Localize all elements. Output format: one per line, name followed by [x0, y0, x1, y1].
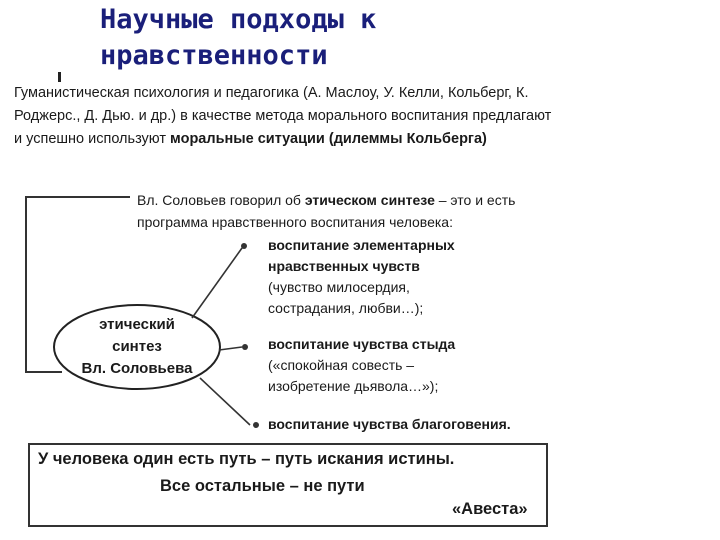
item-1-heading-1: воспитание элементарных: [268, 237, 455, 253]
list-item: [268, 235, 455, 319]
list-item: [268, 334, 455, 397]
title-line-1: Научные подходы к: [100, 4, 377, 35]
item-2-heading: воспитание чувства стыда: [268, 336, 456, 352]
list-item: [268, 414, 511, 435]
quote-line-1: У человека один есть путь – путь искания истины.: [38, 450, 455, 468]
item-1-detail-1: (чувство милосердия,: [268, 279, 410, 295]
connector-line-2: [219, 347, 242, 350]
connector-line-3: [200, 378, 250, 425]
title-line-2: нравственности: [100, 40, 328, 71]
item-2-detail-1: («спокойная совесть –: [268, 357, 415, 373]
solovyov-emphasis: этическом синтезе: [304, 192, 435, 208]
connector-line-1: [192, 248, 242, 318]
bullet-dot-3: [253, 422, 259, 428]
solovyov-text-before: Вл. Соловьев говорил об: [137, 192, 305, 208]
item-1-detail-2: сострадания, любви…);: [268, 300, 424, 316]
item-1-heading-2: нравственных чувств: [268, 258, 420, 274]
quote-line-2: Все остальные – не пути: [160, 477, 365, 495]
ellipse-line-1: этический: [99, 316, 175, 333]
quote-source: «Авеста»: [452, 500, 528, 518]
item-3-heading: воспитание чувства благоговения.: [268, 416, 511, 432]
solovyov-text-after: – это и есть программа нравственного воспитания человека:: [137, 192, 516, 230]
ellipse-line-2: синтез: [112, 338, 162, 355]
intro-text: Гуманистическая психология и педагогика (А. Маслоу, У. Келли, Кольберг, К. Роджерс., Д. Дью. и др.) в качестве метода морального воспитания предлагают и успешно используют: [14, 85, 552, 147]
ellipse-line-3: Вл. Соловьева: [81, 360, 193, 377]
intro-emphasis: моральные ситуации (дилеммы Кольберга): [170, 131, 487, 147]
bullet-dot-1: [241, 243, 247, 249]
bullet-dot-2: [242, 344, 248, 350]
ellipse-label: [58, 314, 216, 380]
item-2-detail-2: изобретение дьявола…»);: [268, 378, 439, 394]
